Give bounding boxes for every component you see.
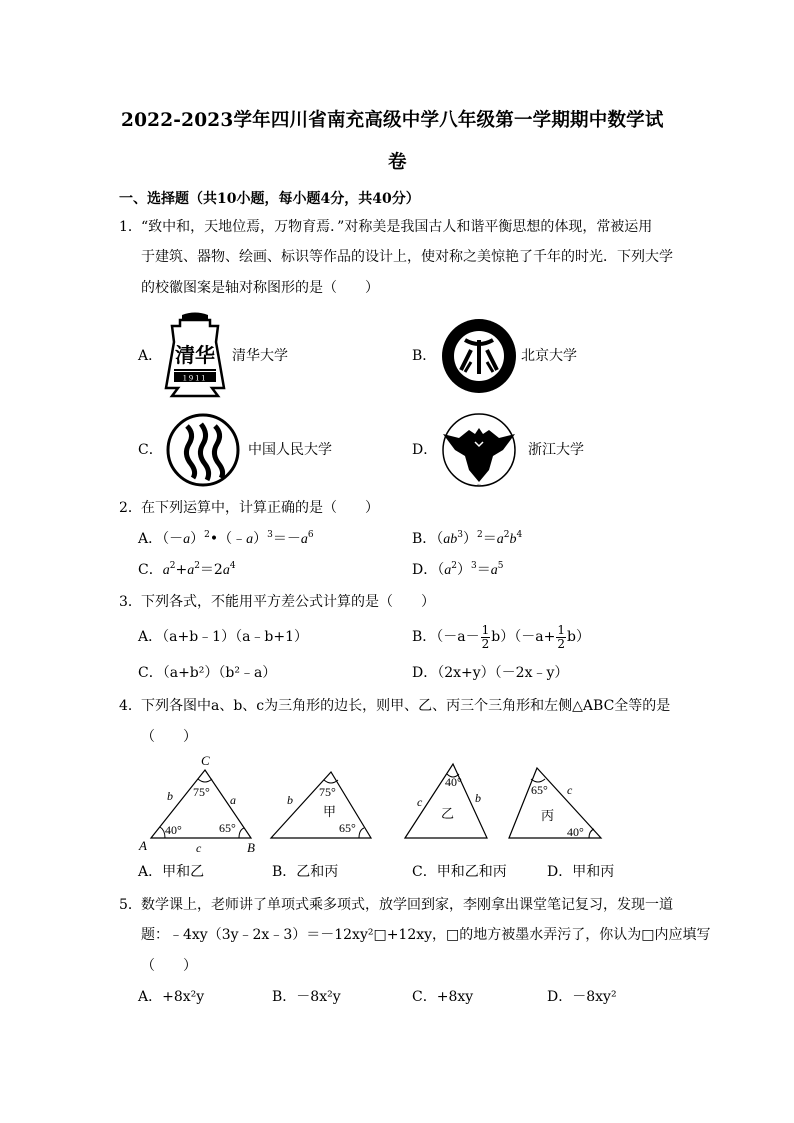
q5-option-d-letter: D． [547,989,573,1005]
q3-option-a-letter: A． [138,629,163,645]
triangle-bing [509,768,601,839]
q5-option-b-letter: B． [272,989,297,1005]
renmin-university-logo-icon [165,412,241,488]
q3-option-b-letter: B． [412,629,437,645]
q5-line1: 数学课上，老师讲了单项式乘多项式，放学回到家，李刚拿出课堂笔记复习，发现一道 [141,897,673,913]
q1-option-b-letter[interactable]: B． [412,348,437,364]
yi-side-c: c [417,795,423,809]
tsinghua-logo-text: 清华 [175,345,215,367]
jia-side-b: b [287,793,293,807]
q5-line2: 题：﹣4xy（3y﹣2x﹣3）＝－12xy²□+12xy，□的地方被墨水弄污了，你认为□内应填写 [141,927,711,943]
q5-option-c-text: +8xy [436,989,474,1005]
q4-option-c-text: 甲和乙和丙 [436,864,507,880]
q1-line1: “致中和，天地位焉，万物育焉．”对称美是我国古人和谐平衡思想的体现，常被运用 [141,219,653,235]
bing-label: 丙 [541,808,555,823]
q1-line3: 的校徽图案是轴对称图形的是（ ） [141,280,379,296]
q5-line3: （ ） [141,958,197,974]
tsinghua-logo-icon [160,312,230,398]
q3-option-b[interactable]: B．（－a－ $\frac{1}{2}$ b）（－a+ $\frac{1}{2}$ b） [412,622,590,651]
q1-option-c-letter[interactable]: C． [138,442,163,458]
q5-option-a[interactable] [138,988,204,1006]
angle-b-65: 65° [219,821,236,835]
q2-stem: 在下列运算中，计算正确的是（ ） [141,500,379,516]
yi-angle-40: 40° [445,775,462,789]
q4-option-c-letter: C． [412,864,437,880]
zhejiang-university-logo-icon [437,412,521,488]
q4-number: 4． [119,698,142,714]
q4-triangle-figures [135,752,635,856]
q4-option-a-letter: A． [138,864,163,880]
q4-option-a[interactable] [138,863,204,881]
q4-option-b-letter: B． [272,864,297,880]
q5-number: 5． [119,897,142,913]
q4-option-a-text: 甲和乙 [162,864,205,880]
q3-number: 3． [119,594,142,610]
q1-option-d-label: 浙江大学 [528,442,584,458]
yi-label: 乙 [441,806,455,821]
q2-option-d[interactable]: D．$(a^2)^3=a^5$ [412,561,504,578]
q5-option-c[interactable] [412,988,473,1006]
q3-option-d[interactable] [412,664,568,682]
q5-option-d-text: －8xy² [572,989,617,1005]
q1-option-a-letter[interactable]: A． [138,348,163,364]
jia-angle-75: 75° [319,785,336,799]
q2-option-b-letter: B． [412,531,437,547]
q1-option-d-letter[interactable]: D． [412,442,438,458]
q1-option-a-label: 清华大学 [232,348,288,364]
q5-option-b-text: －8x²y [296,989,341,1005]
q5-option-d[interactable] [547,988,617,1006]
triangle-abc [138,753,255,855]
q3-option-a[interactable] [138,628,308,646]
exam-title-line1: 2022-2023学年四川省南充高级中学八年级第一学期期中数学试 [121,110,664,131]
zhejiang-logo-text: 浙大 [476,485,482,487]
bing-side-c: c [567,783,573,797]
vertex-a: A [139,838,147,853]
peking-logo-text: 北大 [476,389,482,391]
q4-option-d-letter: D． [547,864,573,880]
q2-option-c[interactable]: C．$a^2+a^2=2a^4$ [138,561,236,578]
q4-option-d[interactable] [547,863,614,881]
q1-line2: 于建筑、器物、绘画、标识等作品的设计上，使对称之美惊艳了千年的时光．下列大学 [141,249,673,265]
jia-angle-65: 65° [339,821,356,835]
section-heading: 一、选择题（共10小题，每小题4分，共40分） [119,191,420,207]
q1-option-b-label: 北京大学 [521,348,577,364]
q4-option-d-text: 甲和丙 [572,864,615,880]
q3-stem: 下列各式，不能用平方差公式计算的是（ ） [141,594,435,610]
angle-c-75: 75° [193,785,210,799]
q2-option-a[interactable]: A．$(-a)^2•(﹣a)^3=-a^6$ [138,530,314,547]
q3-option-d-letter: D． [412,665,438,681]
q1-number: 1． [119,219,142,235]
q1-option-c-label: 中国人民大学 [248,442,332,458]
q4-option-b[interactable] [272,863,338,881]
side-a: a [230,793,236,807]
q2-option-c-letter: C． [138,562,163,578]
q4-line1: 下列各图中a、b、c为三角形的边长，则甲、乙、丙三个三角形和左侧△ABC全等的是 [141,698,671,714]
tsinghua-logo-year: 1911 [182,372,208,383]
exam-title-line2: 卷 [388,152,407,173]
vertex-c: C [201,753,210,768]
q4-option-b-text: 乙和丙 [296,864,339,880]
q3-option-c[interactable] [138,664,276,682]
q5-option-c-letter: C． [412,989,437,1005]
vertex-b: B [247,840,255,855]
q5-option-b[interactable] [272,988,341,1006]
q3-option-d-text: （2x+y）（－2x﹣y） [437,665,569,681]
q4-option-c[interactable] [412,863,507,881]
peking-university-logo-icon [441,318,517,394]
q2-option-a-letter: A． [138,531,163,547]
q3-option-a-text: （a+b﹣1）（a﹣b+1） [162,629,309,645]
q5-option-a-text: +8x²y [162,989,205,1005]
q2-number: 2． [119,500,142,516]
angle-a-40: 40° [165,823,182,837]
yi-side-b: b [475,791,481,805]
jia-label: 甲 [323,804,337,819]
triangle-jia [271,772,371,838]
q2-option-b[interactable]: B．$(ab^3)^2=a^2b^4$ [412,530,523,547]
q2-option-d-letter: D． [412,562,438,578]
q4-line2: （ ） [141,729,197,745]
bing-angle-40: 40° [567,825,584,839]
renmin-logo-text: 人民 [200,485,206,487]
q3-option-c-letter: C． [138,665,163,681]
bing-angle-65: 65° [531,783,548,797]
q5-option-a-letter: A． [138,989,163,1005]
side-c: c [196,841,202,855]
q3-option-c-text: （a+b²）（b²﹣a） [162,665,277,681]
side-b: b [167,789,173,803]
triangle-yi [405,764,487,838]
